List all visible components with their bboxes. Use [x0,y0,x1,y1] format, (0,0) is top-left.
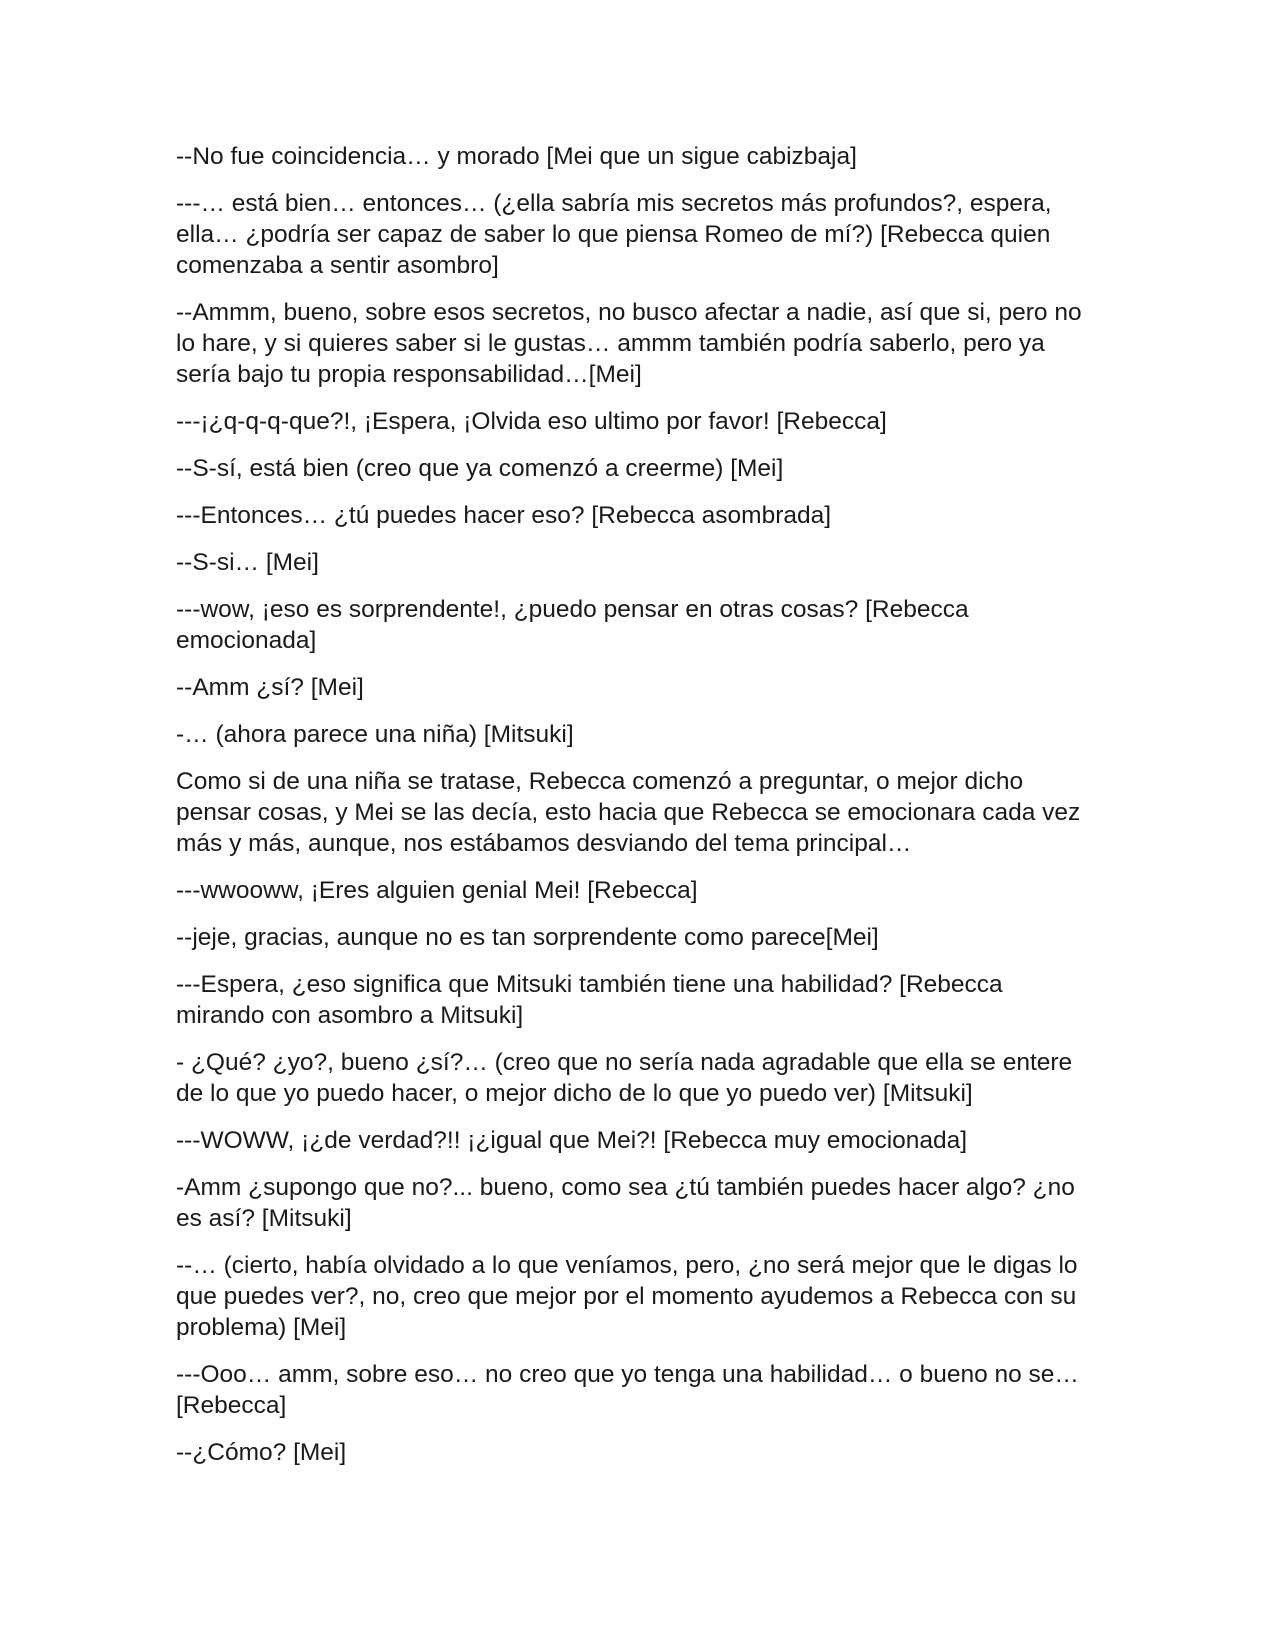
dialogue-line: --¿Cómo? [Mei] [176,1439,347,1466]
dialogue-line: -Amm ¿supongo que no?... bueno, como sea ¿tú también puedes hacer algo? ¿no es así? [Mitsuki] [176,1174,1075,1232]
dialogue-line: ---wow, ¡eso es sorprendente!, ¿puedo pensar en otras cosas? [Rebecca emocionada] [176,596,969,654]
dialogue-line: --jeje, gracias, aunque no es tan sorprendente como parece[Mei] [176,924,879,951]
dialogue-line: ---WOWW, ¡¿de verdad?!! ¡¿igual que Mei?! [Rebecca muy emocionada] [176,1127,968,1154]
dialogue-line: ---¡¿q-q-q-que?!, ¡Espera, ¡Olvida eso ultimo por favor! [Rebecca] [176,408,887,435]
dialogue-line: --No fue coincidencia… y morado [Mei que un sigue cabizbaja] [176,143,857,170]
dialogue-line: ---Ooo… amm, sobre eso… no creo que yo tenga una habilidad… o bueno no se…[Rebecca] [176,1361,1079,1419]
document-body [176,141,1096,1484]
dialogue-line: --Amm ¿sí? [Mei] [176,674,364,701]
dialogue-line: --… (cierto, había olvidado a lo que veníamos, pero, ¿no será mejor que le digas lo que puedes ver?, no, creo que mejor por el momento ayudemos a Rebecca con su problema) [Mei] [176,1252,1078,1341]
narration-paragraph: Como si de una niña se tratase, Rebecca comenzó a preguntar, o mejor dicho pensar cosas, y Mei se las decía, esto hacia que Rebecca se emocionara cada vez más y más, aunque, nos estábamos desviando del tema principal… [176,768,1081,857]
dialogue-line: -… (ahora parece una niña) [Mitsuki] [176,721,574,748]
dialogue-line: ---Entonces… ¿tú puedes hacer eso? [Rebecca asombrada] [176,502,832,529]
dialogue-line: ---… está bien… entonces… (¿ella sabría mis secretos más profundos?, espera, ella… ¿podría ser capaz de saber lo que piensa Romeo de mí?) [Rebecca quien comenzaba a sentir asombro] [176,190,1052,279]
dialogue-line: - ¿Qué? ¿yo?, bueno ¿sí?… (creo que no sería nada agradable que ella se entere de lo que yo puedo hacer, o mejor dicho de lo que yo puedo ver) [Mitsuki] [176,1049,1073,1107]
dialogue-line: --S-sí, está bien (creo que ya comenzó a creerme) [Mei] [176,455,784,482]
dialogue-line: ---wwooww, ¡Eres alguien genial Mei! [Rebecca] [176,877,698,904]
dialogue-line: --Ammm, bueno, sobre esos secretos, no busco afectar a nadie, así que si, pero no lo hare, y si quieres saber si le gustas… ammm también podría saberlo, pero ya sería bajo tu propia responsabilidad…[Mei] [176,299,1082,388]
dialogue-line: --S-si… [Mei] [176,549,319,576]
dialogue-line: ---Espera, ¿eso significa que Mitsuki también tiene una habilidad? [Rebecca mirando con asombro a Mitsuki] [176,971,1003,1029]
